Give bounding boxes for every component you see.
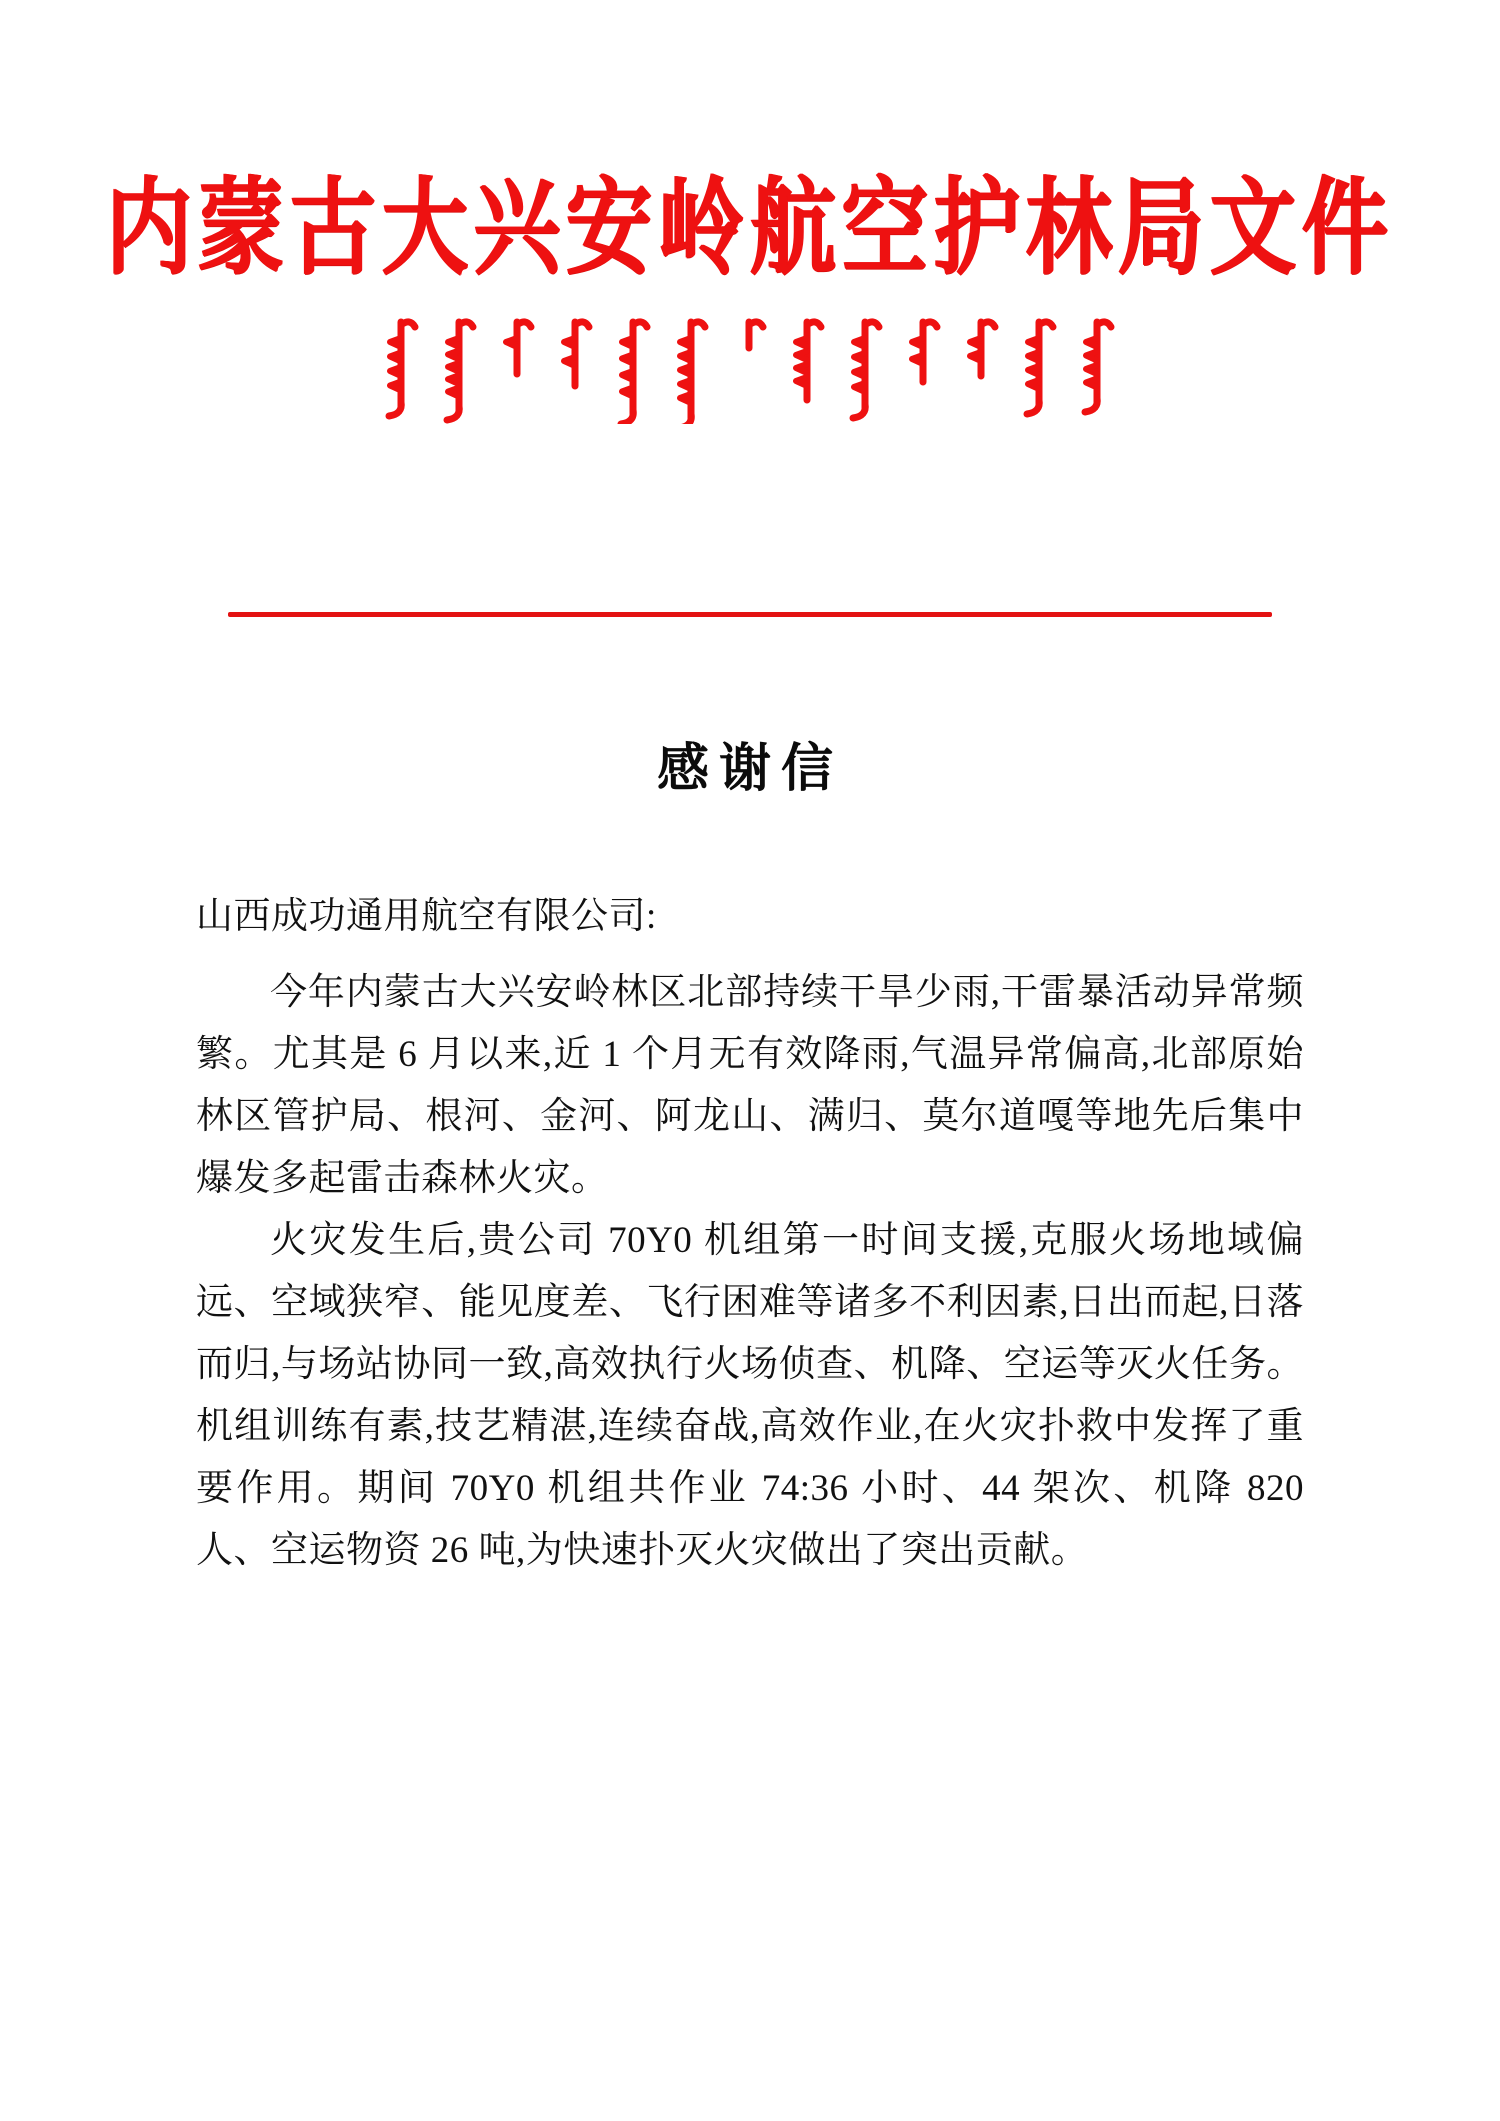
mongolian-glyph [902,314,946,414]
mongolian-script-line [0,314,1500,424]
body-paragraph-1: 今年内蒙古大兴安岭林区北部持续干旱少雨,干雷暴活动异常频繁。尤其是 6 月以来,近 1 个月无有效降雨,气温异常偏高,北部原始林区管护局、根河、金河、阿龙山、满归、莫尔道嘎等地先后集中爆发多起雷击森林火灾。 [196,972,1304,1199]
letterhead-divider-rule [228,612,1272,617]
mongolian-glyph [728,314,772,414]
addressee-line: 山西成功通用航空有限公司: [196,896,657,937]
mongolian-glyph [1076,314,1120,414]
mongolian-glyph [438,314,482,414]
letterhead [0,170,1500,424]
mongolian-glyph [670,314,714,414]
mongolian-glyph [554,314,598,414]
organization-title: 内蒙古大兴安岭航空护林局文件 [106,170,1394,288]
mongolian-glyph [496,314,540,414]
mongolian-glyph [1018,314,1062,414]
page-title: 感谢信 [656,740,843,798]
mongolian-glyph [960,314,1004,414]
mongolian-glyph [380,314,424,414]
mongolian-glyph [844,314,888,414]
body-paragraph-2: 火灾发生后,贵公司 70Y0 机组第一时间支援,克服火场地域偏远、空域狭窄、能见度差、飞行困难等诸多不利因素,日出而起,日落而归,与场站协同一致,高效执行火场侦查、机降、空运等灭火任务。机组训练有素,技艺精湛,连续奋战,高效作业,在火灾扑救中发挥了重要作用。期间 70Y0 机组共作业 74:36 小时、44 架次、机降 820 人、空运物资 26 吨,为快速扑灭火灾做出了突出贡献。 [196,1220,1304,1571]
mongolian-glyph [786,314,830,414]
mongolian-glyph [612,314,656,414]
letter-body [196,886,1304,1582]
